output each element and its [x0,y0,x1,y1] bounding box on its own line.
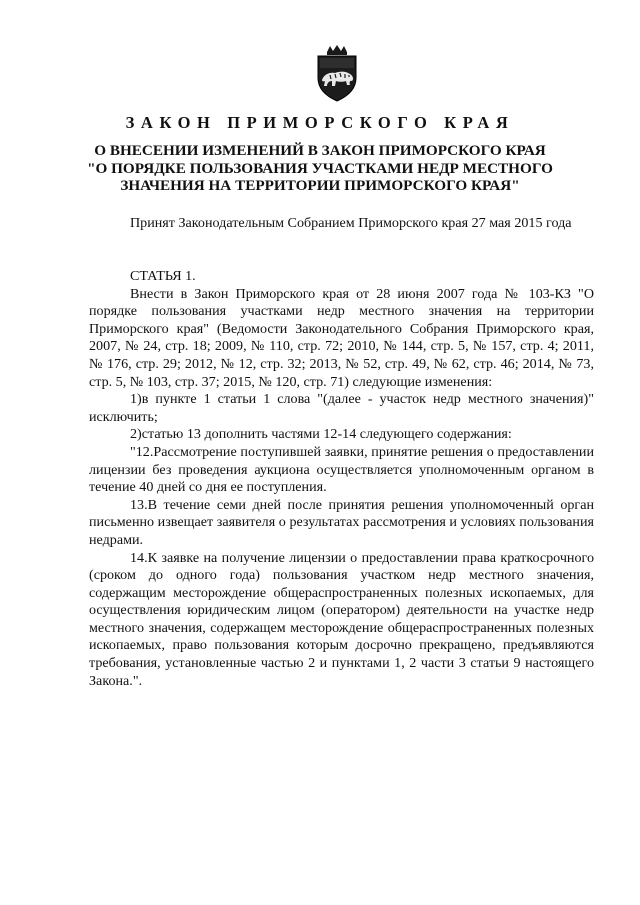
paragraph: "12.Рассмотрение поступившей заявки, принятие решения о предоставлении лицензии без проведения аукциона осуществляется уполномоченным органом в течение 40 дней со дня ее поступления. [89,443,594,496]
law-title: ЗАКОН ПРИМОРСКОГО КРАЯ [125,113,515,132]
paragraph: 2)статью 13 дополнить частями 12-14 следующего содержания: [130,426,512,443]
paragraph: 13.В течение семи дней после принятия решения уполномоченный орган письменно извещает заявителя о результатах рассмотрения и условиях пользования недрами. [89,496,594,548]
subtitle-line: ЗНАЧЕНИЯ НА ТЕРРИТОРИИ ПРИМОРСКОГО КРАЯ" [120,177,520,194]
adoption-note [89,215,594,233]
paragraph: Внести в Закон Приморского края от 28 июня 2007 года № 103-КЗ "О порядке пользования участками недр местного значения на территории Приморского края" (Ведомости Законодательного Собрания Приморского края, 2007, № 24, стр. 18; 2009, № 110, стр. 72; 2010, № 144, стр. 5, № 157, стр. 4; 2011, № 176, стр. 29; 2012, № 12, стр. 32; 2013, № 52, стр. 49, № 62, стр. 46; 2014, № 73, стр. 5, № 103, стр. 37; 2015, № 120, стр. 71) следующие изменения: [89,285,594,390]
subtitle-line: "О ПОРЯДКЕ ПОЛЬЗОВАНИЯ УЧАСТКАМИ НЕДР МЕСТНОГО [87,159,553,177]
article-body [89,268,594,690]
article-heading: СТАТЬЯ 1. [130,268,196,284]
paragraph: 14.К заявке на получение лицензии о предоставлении права краткосрочного (сроком до одного года) пользования участком недр местного значения, содержащим месторождение общераспространенных полезных ископаемых, для осуществления юридическим лицом (оператором) деятельности на участке недр местного значения, содержащем месторождение общераспространенных полезных ископаемых, право пользования которым досрочно прекращено, предъявляются требования, установленные частью 2 и пунктами 1, 2 части 3 статьи 9 настоящего Закона.". [89,549,594,689]
adoption-text: Принят Законодательным Собранием Приморского края 27 мая 2015 года [130,215,572,231]
coat-of-arms-emblem-icon [310,44,364,102]
law-subtitle [60,142,580,195]
paragraph: 1)в пункте 1 статьи 1 слова "(далее - участок недр местного значения)" исключить; [89,391,594,425]
subtitle-line: О ВНЕСЕНИИ ИЗМЕНЕНИЙ В ЗАКОН ПРИМОРСКОГО КРАЯ [94,142,546,159]
